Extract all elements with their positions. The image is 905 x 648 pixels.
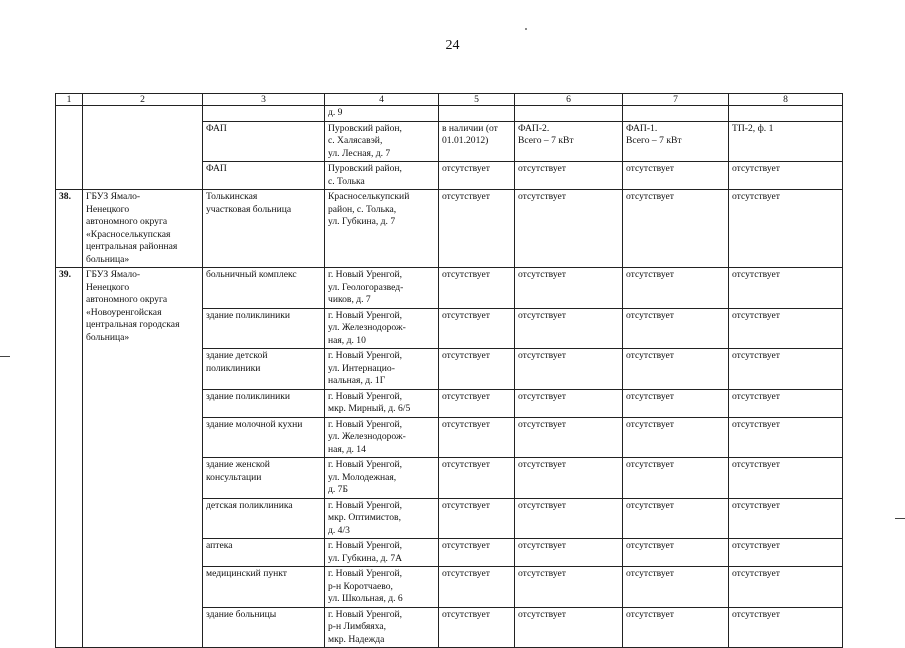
column-header: 2: [83, 94, 203, 106]
cell-col6: отсутствует: [515, 268, 623, 309]
cell-col8: отсутствует: [729, 539, 843, 567]
row-number: 39.: [56, 268, 83, 648]
cell-col5: отсутствует: [439, 417, 515, 458]
column-header: 3: [203, 94, 325, 106]
cell-col5: отсутствует: [439, 539, 515, 567]
cell-col6: отсутствует: [515, 190, 623, 268]
cell-col7: отсутствует: [623, 417, 729, 458]
cell-col5: отсутствует: [439, 349, 515, 390]
column-header: 1: [56, 94, 83, 106]
cell-col5: [439, 106, 515, 122]
address-cell: г. Новый Уренгой, ул. Железнодорож- ная, д. 14: [325, 417, 439, 458]
institution-cell: [83, 106, 203, 190]
address-cell: г. Новый Уренгой, мкр. Оптимистов, д. 4/3: [325, 498, 439, 539]
facility-cell: ФАП: [203, 121, 325, 162]
address-cell: г. Новый Уренгой, ул. Интернацио- нальная, д. 1Г: [325, 349, 439, 390]
address-cell: д. 9: [325, 106, 439, 122]
scan-dot: [525, 28, 527, 30]
cell-col5: отсутствует: [439, 268, 515, 309]
cell-col8: отсутствует: [729, 607, 843, 648]
cell-col8: отсутствует: [729, 268, 843, 309]
cell-col7: отсутствует: [623, 458, 729, 499]
column-header: 8: [729, 94, 843, 106]
column-header: 4: [325, 94, 439, 106]
facility-cell: здание молочной кухни: [203, 417, 325, 458]
column-header: 5: [439, 94, 515, 106]
facility-cell: здание детской поликлиники: [203, 349, 325, 390]
cell-col8: отсутствует: [729, 162, 843, 190]
address-cell: г. Новый Уренгой, мкр. Мирный, д. 6/5: [325, 389, 439, 417]
scan-mark: [895, 518, 905, 519]
table-row: [56, 190, 843, 268]
cell-col5: отсутствует: [439, 308, 515, 349]
facility-cell: ФАП: [203, 162, 325, 190]
address-cell: г. Новый Уренгой, ул. Молодежная, д. 7Б: [325, 458, 439, 499]
cell-col5: отсутствует: [439, 389, 515, 417]
cell-col7: отсутствует: [623, 498, 729, 539]
cell-col8: отсутствует: [729, 190, 843, 268]
cell-col6: отсутствует: [515, 389, 623, 417]
address-cell: Красноселькупский район, с. Толька, ул. Губкина, д. 7: [325, 190, 439, 268]
cell-col8: отсутствует: [729, 567, 843, 608]
address-cell: г. Новый Уренгой, р-н Коротчаево, ул. Школьная, д. 6: [325, 567, 439, 608]
cell-col8: отсутствует: [729, 498, 843, 539]
cell-col7: отсутствует: [623, 268, 729, 309]
facility-cell: здание женской консультации: [203, 458, 325, 499]
cell-col6: [515, 106, 623, 122]
cell-col7: отсутствует: [623, 190, 729, 268]
table-row-continuation: [56, 106, 843, 122]
cell-col5: отсутствует: [439, 607, 515, 648]
cell-col7: отсутствует: [623, 308, 729, 349]
facility-cell: здание больницы: [203, 607, 325, 648]
institution-name: ГБУЗ Ямало- Ненецкого автономного округа «Красноселькупская центральная районная больница»: [83, 190, 203, 268]
address-cell: Пуровский район, с. Халясавэй, ул. Лесная, д. 7: [325, 121, 439, 162]
page-number: 24: [445, 38, 460, 53]
facility-cell: медицинский пункт: [203, 567, 325, 608]
address-cell: Пуровский район, с. Толька: [325, 162, 439, 190]
facility-cell: Толькинская участковая больница: [203, 190, 325, 268]
cell-col7: отсутствует: [623, 162, 729, 190]
cell-col5: отсутствует: [439, 567, 515, 608]
cell-col5: в наличии (от 01.01.2012): [439, 121, 515, 162]
facility-cell: [203, 106, 325, 122]
table-row: [56, 268, 843, 309]
cell-col6: отсутствует: [515, 162, 623, 190]
column-header: 6: [515, 94, 623, 106]
cell-col7: отсутствует: [623, 389, 729, 417]
cell-col7: отсутствует: [623, 607, 729, 648]
cell-col8: ТП-2, ф. 1: [729, 121, 843, 162]
scan-mark: [0, 356, 10, 357]
address-cell: г. Новый Уренгой, ул. Железнодорож- ная, д. 10: [325, 308, 439, 349]
column-header-row: [56, 94, 843, 106]
facility-cell: здание поликлиники: [203, 308, 325, 349]
address-cell: г. Новый Уренгой, р-н Лимбяяха, мкр. Надежда: [325, 607, 439, 648]
facilities-table: [55, 93, 843, 648]
cell-col6: отсутствует: [515, 458, 623, 499]
cell-col8: отсутствует: [729, 458, 843, 499]
cell-col8: отсутствует: [729, 349, 843, 390]
cell-col6: отсутствует: [515, 498, 623, 539]
cell-col8: отсутствует: [729, 389, 843, 417]
address-cell: г. Новый Уренгой, ул. Губкина, д. 7А: [325, 539, 439, 567]
cell-col8: отсутствует: [729, 417, 843, 458]
facility-cell: детская поликлиника: [203, 498, 325, 539]
institution-name: ГБУЗ Ямало- Ненецкого автономного округа «Новоуренгойская центральная городская больница»: [83, 268, 203, 648]
num-cell: [56, 106, 83, 190]
cell-col5: отсутствует: [439, 498, 515, 539]
cell-col8: отсутствует: [729, 308, 843, 349]
cell-col7: отсутствует: [623, 567, 729, 608]
cell-col8: [729, 106, 843, 122]
cell-col6: отсутствует: [515, 567, 623, 608]
cell-col7: ФАП-1. Всего – 7 кВт: [623, 121, 729, 162]
cell-col6: отсутствует: [515, 308, 623, 349]
row-number: 38.: [56, 190, 83, 268]
cell-col7: отсутствует: [623, 349, 729, 390]
cell-col5: отсутствует: [439, 458, 515, 499]
facility-cell: здание поликлиники: [203, 389, 325, 417]
cell-col6: отсутствует: [515, 539, 623, 567]
cell-col7: [623, 106, 729, 122]
cell-col7: отсутствует: [623, 539, 729, 567]
cell-col6: отсутствует: [515, 417, 623, 458]
cell-col6: отсутствует: [515, 607, 623, 648]
facility-cell: больничный комплекс: [203, 268, 325, 309]
cell-col6: ФАП-2. Всего – 7 кВт: [515, 121, 623, 162]
address-cell: г. Новый Уренгой, ул. Геологоразвед- чиков, д. 7: [325, 268, 439, 309]
cell-col5: отсутствует: [439, 190, 515, 268]
cell-col6: отсутствует: [515, 349, 623, 390]
column-header: 7: [623, 94, 729, 106]
cell-col5: отсутствует: [439, 162, 515, 190]
facility-cell: аптека: [203, 539, 325, 567]
